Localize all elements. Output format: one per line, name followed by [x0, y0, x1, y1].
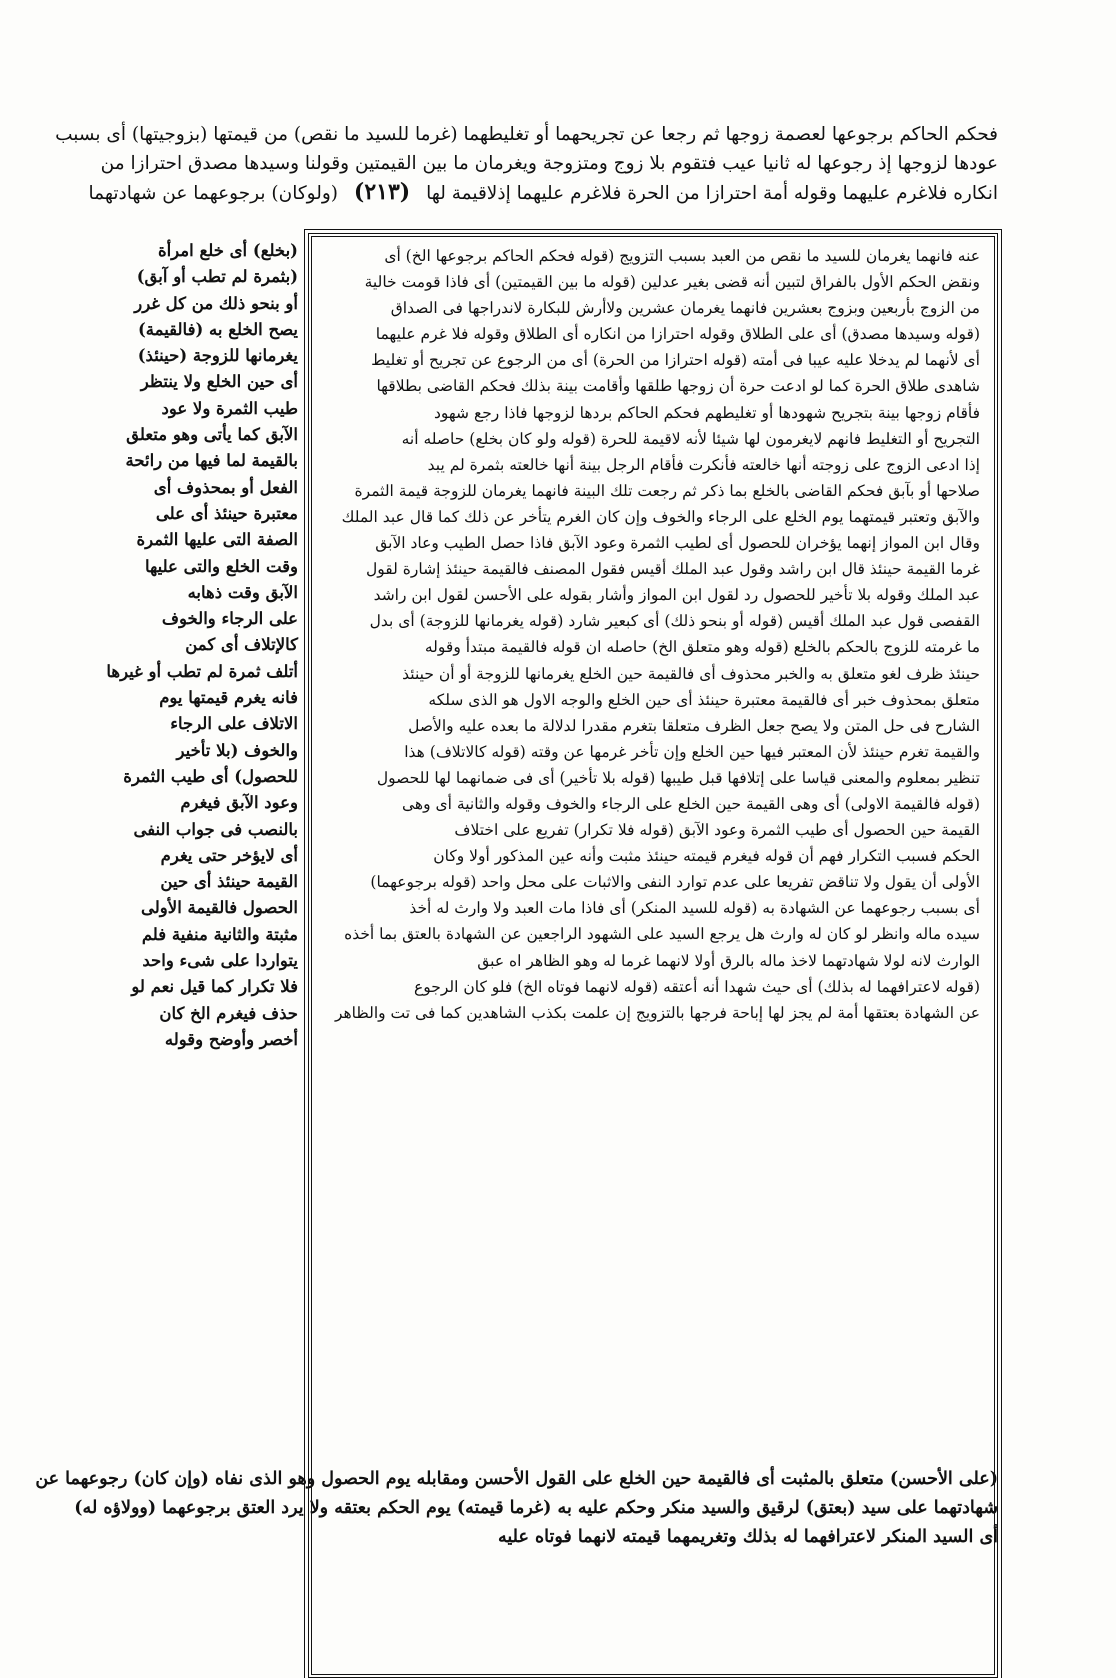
- bottom-line-3: أى السيد المنكر لاعترافهما له بذلك وتغريمهما قيمته لانهما فوتاه عليه: [497, 1527, 998, 1547]
- commentary-line: ما غرمته للزوج بالحكم بالخلع (قوله وهو متعلق الخ) حاصله ان قوله فالقيمة مبتدأ وقوله: [424, 638, 980, 657]
- side-line: كالإتلاف أى كمن: [185, 635, 298, 655]
- side-line: يصح الخلع به (فالقيمة): [138, 319, 298, 339]
- side-line: حذف فيغرم الخ كان: [159, 1003, 298, 1023]
- commentary-box: [308, 233, 998, 1678]
- side-line: الفعل أو بمحذوف أى: [153, 477, 298, 497]
- commentary-line: سيده ماله وانظر لو كان له وارث هل يرجع السيد على الشهود الراجعين عن الشهادة بالعتق بما أخذه: [344, 925, 980, 944]
- commentary-line: الشارح فى حل المتن ولا يصح جعل الظرف متعلقا بتغرم مقدرا لدلالة ما بعده عليه والأصل: [408, 716, 980, 735]
- side-line: وقت الخلع والتى عليها: [144, 556, 298, 576]
- commentary-line: متعلق بمحذوف خبر أى فالقيمة معتبرة حينئذ أى حين الخلع والوجه الاول هو الذى سلكه: [428, 690, 980, 709]
- side-line: الاتلاف على الرجاء: [170, 714, 298, 734]
- side-line: والخوف (بلا تأخير: [176, 740, 298, 760]
- side-line: وعود الآبق فيغرم: [180, 793, 298, 813]
- side-text-column: [106, 238, 298, 1678]
- commentary-line: من الزوج بأربعين وبزوج بعشرين فانهما يغرمان عشرين ولاأرش للبكارة لاندراجها فى الصداق: [390, 299, 980, 318]
- commentary-line: الحكم فسبب التكرار فهم أن قوله فيغرم قيمته حينئذ مثبت وأنه عين المذكور أولا وكان: [433, 847, 980, 866]
- side-line: أى لايؤخر حتى يغرم: [160, 845, 298, 865]
- side-line: فلا تكرار كما قيل نعم لو: [131, 977, 298, 997]
- top-line-3-end: (ولوكان) برجوعهما عن شهادتهما: [88, 183, 338, 204]
- top-text-block: [55, 120, 998, 208]
- top-line-3: [88, 178, 998, 208]
- commentary-line: أى بسبب رجوعهما عن الشهادة به (قوله للسيد المنكر) أى فاذا مات العبد ولا وارث له أخذ: [409, 899, 980, 918]
- bottom-line-1: (على الأحسن) متعلق بالمثبت أى فالقيمة حين الخلع على القول الأحسن ومقابله يوم الحصول وهو الذى نفاه (وإن كان) رجوعهما عن: [35, 1469, 998, 1489]
- bottom-text-block: [35, 1465, 998, 1552]
- side-line: على الرجاء والخوف: [161, 609, 298, 629]
- bottom-line-2: شهادتهما على سيد (بعتق) لرقيق والسيد منكر وحكم عليه به (غرما قيمته) يوم الحكم بعتقه ولا يرد العتق برجوعهما (وولاؤه له): [74, 1498, 998, 1518]
- side-line: أو بنحو ذلك من كل غرر: [134, 293, 298, 313]
- commentary-line: الوارث لانه لولا شهادتهما لاخذ ماله بالرق أولا لانهما غرما له وهو الظاهر اه عبق: [477, 951, 980, 970]
- commentary-line: (قوله لاعترافهما له بذلك) أى حيث شهدا أنه أعتقه (قوله لانهما فوتاه الخ) فلو كان الرجوع: [414, 977, 980, 996]
- commentary-line: فأقام زوجها بينة بتجريح شهودها أو تغليطهم فحكم الحاكم بردها لزوجها فاذا رجع شهود: [434, 403, 980, 422]
- top-line-1: فحكم الحاكم برجوعها لعصمة زوجها ثم رجعا عن تجريحهما أو تغليطهما (غرما للسيد ما نقص) من قيمتها (بزوجيتها) أى بسبب: [55, 124, 998, 145]
- side-line: أى حين الخلع ولا ينتظر: [140, 372, 298, 392]
- side-line: بالقيمة لما فيها من رائحة: [125, 451, 298, 471]
- commentary-line: والآبق وتعتبر قيمتهما يوم الخلع على الرجاء والخوف وإن كان الغرم يتأخر عن ذلك كما قال عبد الملك: [341, 507, 980, 526]
- commentary-line: تنظير بمعلوم والمعنى قياسا على إتلافها قبل طيبها (قوله بلا تأخير) أى فى ضمانهما لها للحصول: [376, 768, 980, 787]
- side-line: الحصول فالقيمة الأولى: [141, 898, 298, 918]
- commentary-line: الأولى أن يقول ولا تناقض تفريعا على عدم توارد النفى والاثبات على محل واحد (قوله برجوعهما): [370, 873, 980, 892]
- top-line-3-start: انكاره فلاغرم عليهما وقوله أمة احترازا من الحرة فلاغرم عليهما إذلاقيمة لها: [426, 183, 998, 204]
- page-number: (٢١٣): [353, 179, 411, 205]
- side-line: يغرمانها للزوجة (حينئذ): [137, 346, 298, 366]
- side-line: الصفة التى عليها الثمرة: [136, 530, 298, 550]
- commentary-line: حينئذ ظرف لغو متعلق به والخبر محذوف أى فالقيمة حين الخلع يغرمانها للزوجة أو أن حينئذ: [402, 664, 980, 683]
- side-line: فانه يغرم قيمتها يوم: [159, 688, 298, 708]
- commentary-line: وقال ابن المواز إنهما يؤخران للحصول أى لطيب الثمرة وعود الآبق فاذا حصل الطيب وعاد الآبق: [375, 534, 980, 553]
- side-line: أتلف ثمرة لم تطب أو غيرها: [106, 661, 298, 681]
- side-line: (بثمرة لم تطب أو آبق): [136, 267, 298, 287]
- side-line: للحصول) أى طيب الثمرة: [123, 766, 298, 786]
- commentary-line: القفصى قول عبد الملك أقيس (قوله أو بنحو ذلك) أى كبعير شارد (قوله يغرمانها للزوجة) أى بدل: [369, 612, 980, 631]
- side-line: بالنصب فى جواب النفى: [133, 819, 298, 839]
- commentary-line: شاهدى طلاق الحرة كما لو ادعت حرة أن زوجها طلقها وأقامت بينة بذلك فحكم القاضى بطلاقها: [376, 377, 980, 396]
- commentary-line: صلاحها أو بآبق فحكم القاضى بالخلع بما ذكر ثم رجعت تلك البينة فانهما يغرمان للزوجة قيمة الثمرة: [354, 481, 980, 500]
- side-line: الآبق كما يأتى وهو متعلق: [126, 425, 298, 445]
- commentary-line: والقيمة تغرم حينئذ لأن المعتبر فيها حين الخلع وإن تأخر غرمها عن وقته (قوله كالاتلاف) هذا: [404, 742, 980, 761]
- commentary-line: (قوله وسيدها مصدق) أى على الطلاق وقوله احترازا من انكاره أى الطلاق وقوله فلا غرم عليهما: [375, 325, 980, 344]
- side-line: (بخلع) أى خلع امرأة: [157, 241, 298, 260]
- side-line: الآبق وقت ذهابه: [187, 582, 298, 602]
- commentary-line: غرما القيمة حينئذ قال ابن راشد وقول عبد الملك أقيس فقول المصنف فالقيمة حينئذ إشارة لقول: [366, 560, 980, 579]
- commentary-line: أى لأنهما لم يدخلا عليه عيبا فى أمته (قوله احترازا من الحرة) أى من الرجوع عن تجريح أو تغليط: [371, 351, 980, 370]
- commentary-line: عبد الملك وقوله بلا تأخير للحصول رد لقول ابن المواز وأشار بقوله على الأحسن لقول ابن راشد: [373, 586, 980, 605]
- commentary-line: القيمة حين الحصول أى طيب الثمرة وعود الآبق (قوله فلا تكرار) تفريع على اختلاف: [454, 821, 980, 840]
- side-line: طيب الثمرة ولا عود: [161, 398, 298, 418]
- side-line: يتواردا على شىء واحد: [142, 951, 298, 971]
- top-line-2: عودها لزوجها إذ رجوعها له ثانيا عيب فتقوم بلا زوج ومتزوجة ويغرمان ما بين القيمتين وقولنا وسيدها مصدق احترازا من: [100, 153, 998, 174]
- commentary-line: (قوله فالقيمة الاولى) أى وهى القيمة حين الخلع على الرجاء والخوف وقوله والثانية أى وهى: [402, 794, 980, 813]
- commentary-line: التجريح أو التغليط فانهم لايغرمون لها شيئا لأنه لاقيمة للحرة (قوله ولو كان بخلع) حاصله أنه: [401, 429, 980, 448]
- commentary-line: إذا ادعى الزوج على زوجته أنها خالعته فأنكرت فأقام الرجل بينة أنها خالعته بثمرة لم يبد: [427, 455, 980, 474]
- commentary-line: عنه فانهما يغرمان للسيد ما نقص من العبد بسبب التزويج (قوله فحكم الحاكم برجوعها الخ) أى: [384, 247, 980, 265]
- side-line: مثبتة والثانية منفية فلم: [141, 924, 298, 944]
- commentary-line: ونقض الحكم الأول بالفراق لتبين أنه قضى بغير عدلين (قوله ما بين القيمتين) أى فاذا قومت خالية: [364, 273, 980, 292]
- side-line: القيمة حينئذ أى حين: [160, 872, 298, 892]
- side-line: معتبرة حينئذ أى على: [155, 503, 298, 523]
- side-line: أخصر وأوضح وقوله: [164, 1029, 298, 1049]
- commentary-line: عن الشهادة بعتقها أمة لم يجز لها إباحة فرجها بالتزويج إن علمت بكذب الشاهدين كما فى تت والظاهر: [334, 1003, 980, 1022]
